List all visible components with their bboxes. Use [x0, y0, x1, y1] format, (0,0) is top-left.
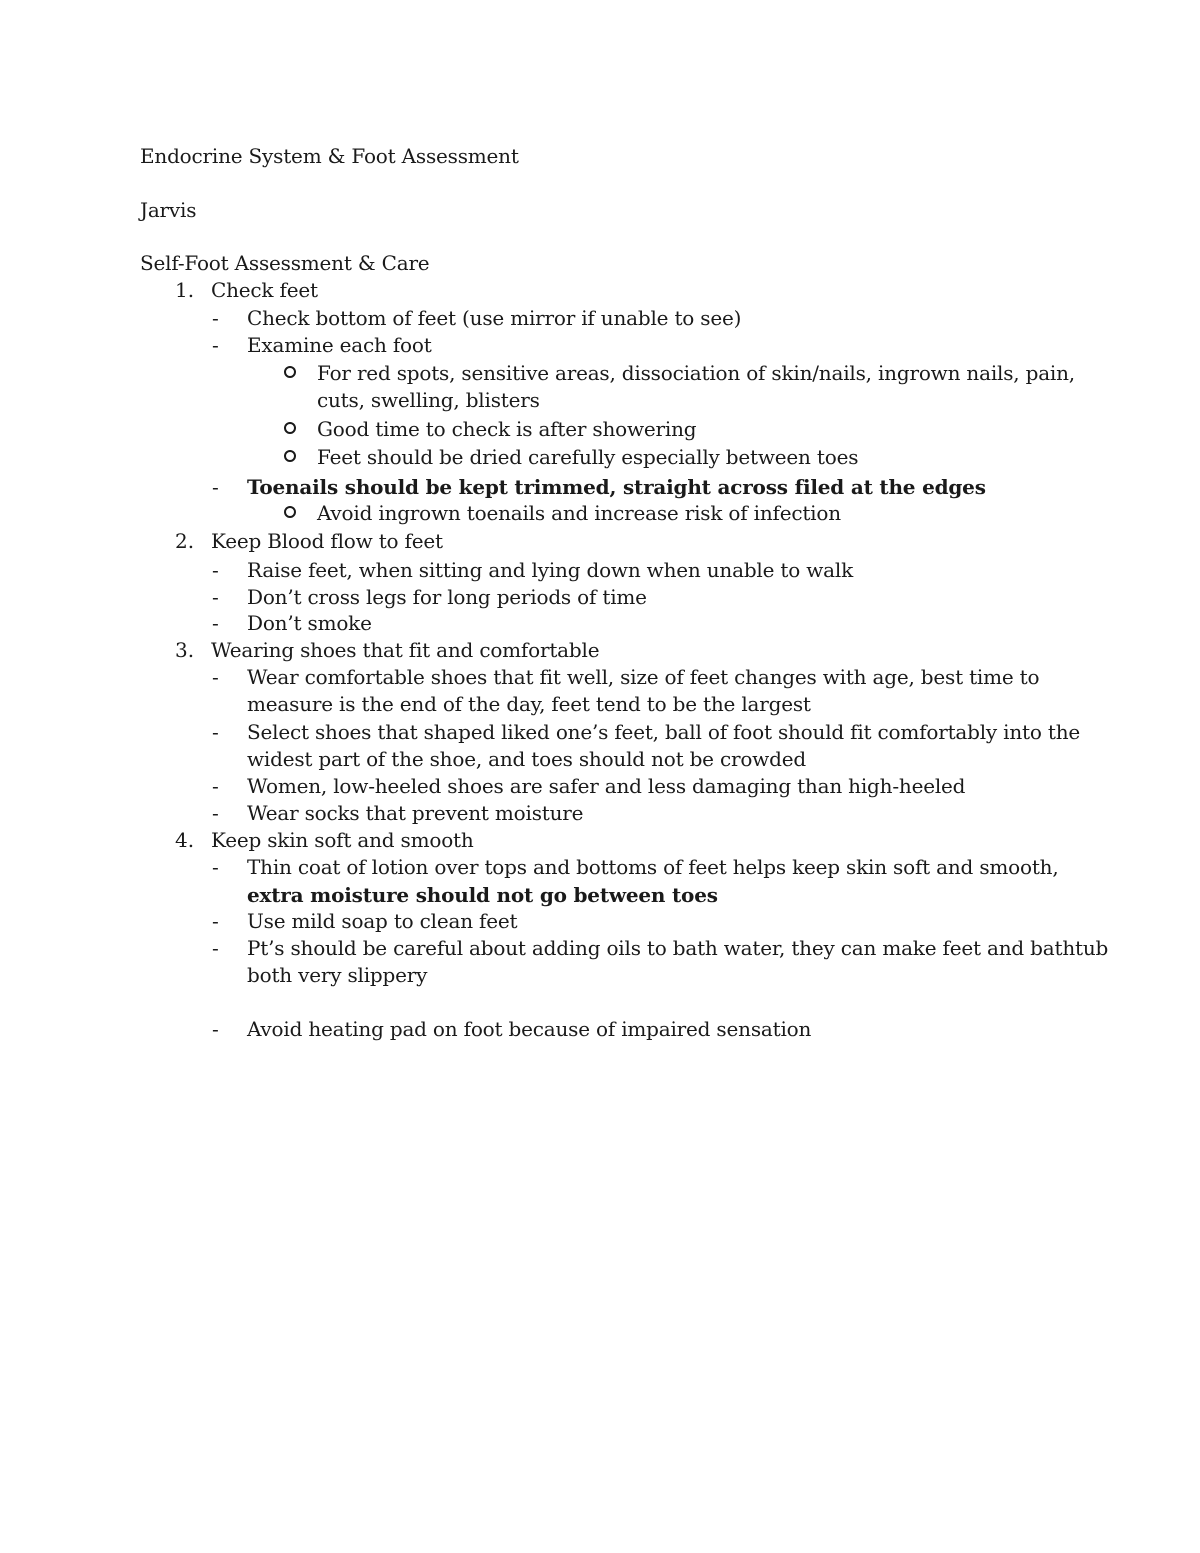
sub-list-item: Avoid ingrown toenails and increase risk of infection [317, 501, 841, 525]
section-number: 2. [175, 529, 195, 553]
list-item: Select shoes that shaped liked one’s feet, ball of foot should fit comfortably into the [247, 720, 1081, 744]
list-item-bold: Toenails should be kept trimmed, straight across filed at the edges [247, 475, 986, 499]
section-heading: Self-Foot Assessment & Care [140, 251, 430, 275]
circle-bullet-icon [284, 506, 296, 518]
dash-bullet: - [212, 801, 219, 825]
dash-bullet: - [212, 306, 219, 330]
section-number: 4. [175, 828, 195, 852]
sub-list-item-continuation: cuts, swelling, blisters [317, 388, 540, 412]
dash-bullet: - [212, 774, 219, 798]
document-title: Endocrine System & Foot Assessment [140, 144, 519, 168]
section-number: 1. [175, 278, 195, 302]
section-label: Check feet [211, 278, 318, 302]
dash-bullet: - [212, 720, 219, 744]
list-item: Use mild soap to clean feet [247, 909, 518, 933]
circle-bullet-icon [284, 422, 296, 434]
list-item: Raise feet, when sitting and lying down when unable to walk [247, 558, 854, 582]
list-item: Examine each foot [247, 333, 432, 357]
section-label: Keep Blood flow to feet [211, 529, 443, 553]
dash-bullet: - [212, 333, 219, 357]
list-item: Women, low-heeled shoes are safer and less damaging than high-heeled [247, 774, 966, 798]
dash-bullet: - [212, 855, 219, 879]
section-number: 3. [175, 638, 195, 662]
list-item-bold-continuation: extra moisture should not go between toes [247, 883, 718, 907]
dash-bullet: - [212, 585, 219, 609]
dash-bullet: - [212, 475, 219, 499]
section-label: Wearing shoes that fit and comfortable [211, 638, 600, 662]
list-item: Check bottom of feet (use mirror if unable to see) [247, 306, 742, 330]
list-item-continuation: both very slippery [247, 963, 428, 987]
list-item: Avoid heating pad on foot because of impaired sensation [247, 1017, 812, 1041]
list-item: Don’t smoke [247, 611, 372, 635]
list-item: Wear socks that prevent moisture [247, 801, 584, 825]
list-item-continuation: widest part of the shoe, and toes should not be crowded [247, 747, 806, 771]
sub-list-item: Feet should be dried carefully especially between toes [317, 445, 859, 469]
circle-bullet-icon [284, 366, 296, 378]
dash-bullet: - [212, 1017, 219, 1041]
list-item: Don’t cross legs for long periods of time [247, 585, 647, 609]
sub-list-item: Good time to check is after showering [317, 417, 697, 441]
document-author: Jarvis [140, 198, 197, 222]
dash-bullet: - [212, 558, 219, 582]
list-item: Wear comfortable shoes that fit well, size of feet changes with age, best time to [247, 665, 1040, 689]
list-item-continuation: measure is the end of the day, feet tend to be the largest [247, 692, 811, 716]
dash-bullet: - [212, 665, 219, 689]
sub-list-item: For red spots, sensitive areas, dissociation of skin/nails, ingrown nails, pain, [317, 361, 1075, 385]
dash-bullet: - [212, 909, 219, 933]
section-label: Keep skin soft and smooth [211, 828, 474, 852]
dash-bullet: - [212, 611, 219, 635]
circle-bullet-icon [284, 450, 296, 462]
list-item: Pt’s should be careful about adding oils to bath water, they can make feet and bathtub [247, 936, 1109, 960]
dash-bullet: - [212, 936, 219, 960]
list-item: Thin coat of lotion over tops and bottoms of feet helps keep skin soft and smooth, [247, 855, 1059, 879]
